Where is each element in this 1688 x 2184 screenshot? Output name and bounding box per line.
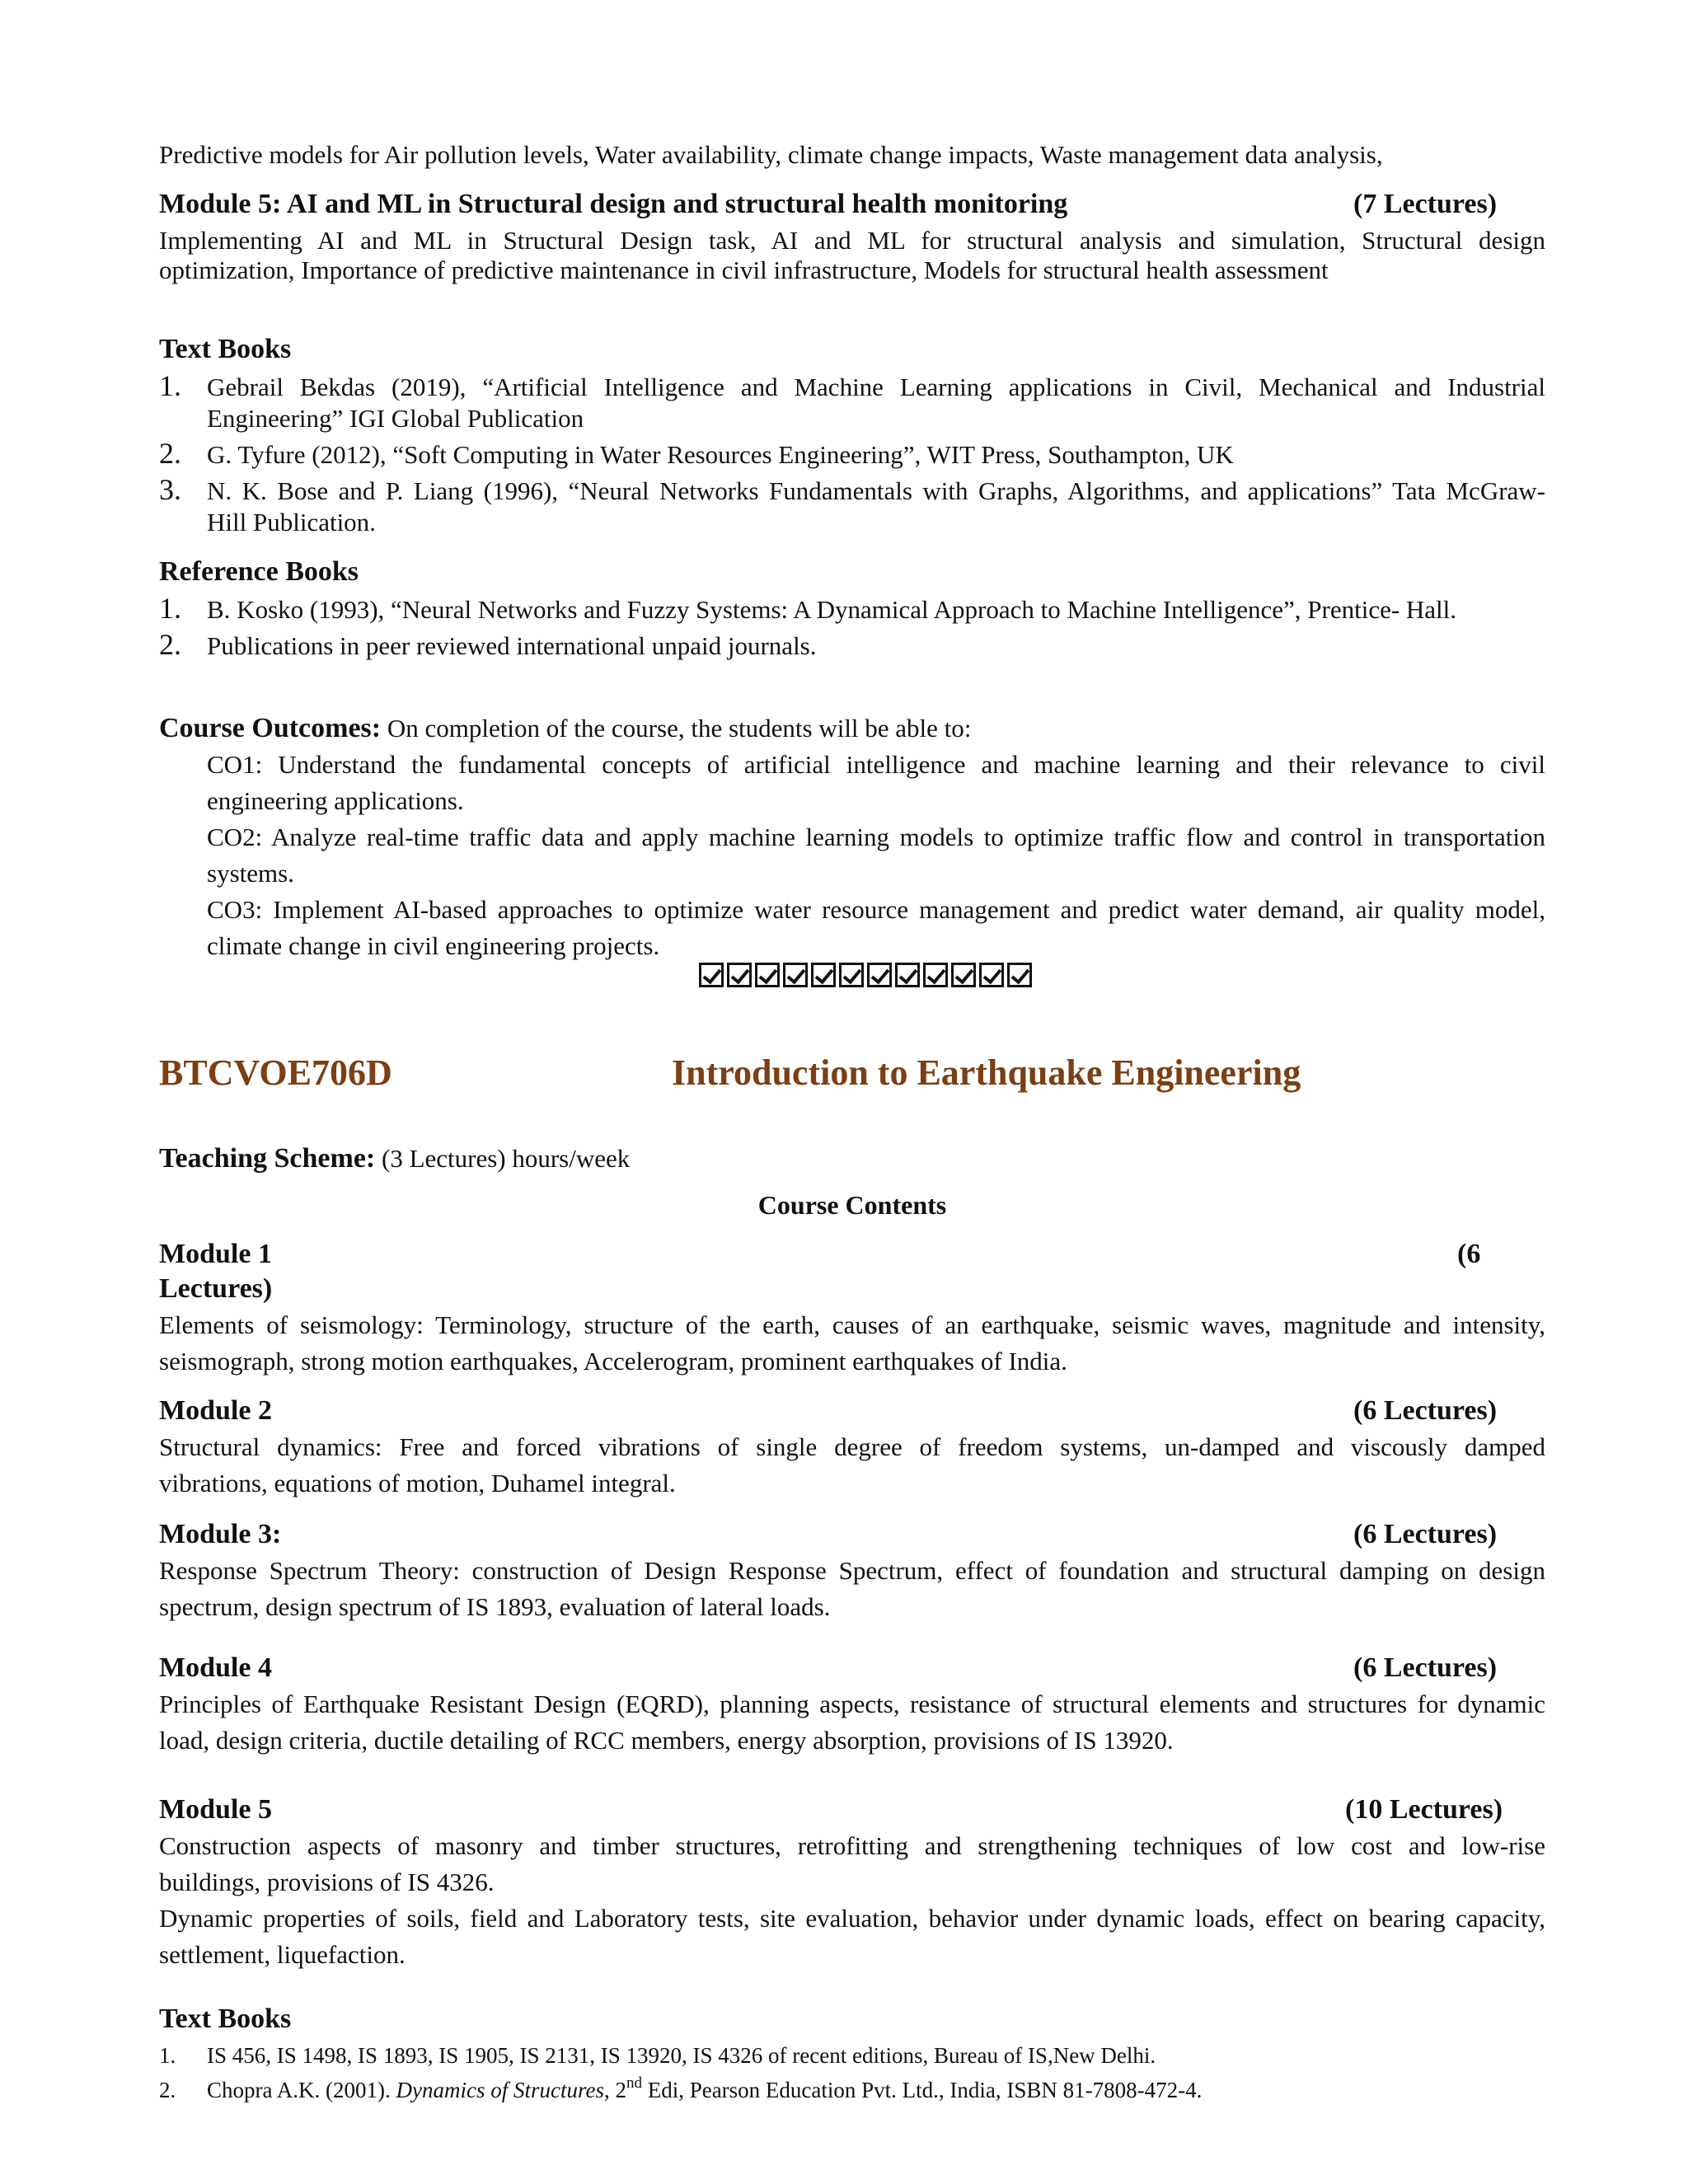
text-book-2-2-sup: nd: [626, 2074, 642, 2092]
checkbox-icon: [755, 963, 780, 987]
text-book-2-number: 2.: [159, 437, 181, 470]
checkbox-icon: [727, 963, 752, 987]
text-book-1-number: 1.: [159, 369, 181, 402]
module-1-lectures-part-1: (6: [1457, 1239, 1481, 1269]
module-3-line-1: Response Spectrum Theory: construction of Design Response Spectrum, effect of foundation and structural damping on design: [159, 1556, 1545, 1585]
module-4-line-2: load, design criteria, ductile detailing of RCC members, energy absorption, provisions of IS 13920.: [159, 1726, 1174, 1755]
text-book-2-2-text: [207, 2072, 1545, 2108]
text-book-2-2-title: Dynamics of Structures: [396, 2078, 604, 2102]
reference-books-heading: Reference Books: [159, 556, 359, 587]
module-5-line-1: Construction aspects of masonry and timber structures, retrofitting and strengthening techniques of low cost and low-rise: [159, 1831, 1545, 1860]
checkbox-icon: [839, 963, 864, 987]
text-books-2-heading: Text Books: [159, 2004, 292, 2034]
text-book-3-number: 3.: [159, 473, 181, 506]
co3-line-1: CO3: Implement AI-based approaches to optimize water resource management and predict water demand, air quality model,: [207, 895, 1545, 924]
checkbox-icon: [699, 963, 724, 987]
checkbox-icon: [1007, 963, 1032, 987]
text-book-2-line-1: G. Tyfure (2012), “Soft Computing in Water Resources Engineering”, WIT Press, Southampton, UK: [207, 440, 1234, 469]
module5-ai-title: Module 5: AI and ML in Structural design and structural health monitoring: [159, 189, 1068, 219]
module-5-lectures: (10 Lectures): [1345, 1794, 1503, 1825]
reference-book-1-number: 1.: [159, 592, 181, 625]
module-2-line-1: Structural dynamics: Free and forced vibrations of single degree of freedom systems, un-damped and viscously damped: [159, 1432, 1545, 1461]
teaching-scheme: [159, 1141, 1545, 1177]
checkbox-icon: [923, 963, 948, 987]
text-book-2-1-text: IS 456, IS 1498, IS 1893, IS 1905, IS 2131, IS 13920, IS 4326 of recent editions, Bureau of IS,New Delhi.: [207, 2043, 1156, 2068]
text-book-2-2-mid: , 2: [603, 2078, 626, 2102]
module5-ai-lectures: (7 Lectures): [1353, 189, 1498, 219]
module5-ai-line-2: optimization, Importance of predictive maintenance in civil infrastructure, Models for structural health assessment: [159, 255, 1329, 284]
text-book-1-line-1: Gebrail Bekdas (2019), “Artificial Intelligence and Machine Learning applications in Civil, Mechanical and Industrial: [207, 373, 1545, 401]
reference-book-2-text: Publications in peer reviewed international unpaid journals.: [207, 631, 817, 660]
co2-line-1: CO2: Analyze real-time traffic data and apply machine learning models to optimize traffic flow and control in transportation: [207, 823, 1545, 851]
course-contents-heading: Course Contents: [757, 1190, 947, 1220]
module-5-title: Module 5: [159, 1794, 272, 1825]
module-2-title: Module 2: [159, 1395, 272, 1426]
checkbox-icon: [867, 963, 892, 987]
course-title: Introduction to Earthquake Engineering: [672, 1052, 1301, 1093]
text-book-2-2-number: 2.: [159, 2078, 176, 2102]
checkbox-separator: [699, 963, 1032, 987]
text-book-1-line-2: Engineering” IGI Global Publication: [207, 404, 584, 433]
checkbox-icon: [951, 963, 976, 987]
module-1-lectures-part-2: Lectures): [159, 1273, 273, 1304]
text-book-2-2-post: Edi, Pearson Education Pvt. Ltd., India, ISBN 81-7808-472-4.: [641, 2078, 1203, 2102]
co1-line-1: CO1: Understand the fundamental concepts of artificial intelligence and machine learning and their relevance to civil: [207, 750, 1545, 779]
reference-book-1-text: B. Kosko (1993), “Neural Networks and Fuzzy Systems: A Dynamical Approach to Machine Intelligence”, Prentice- Hall.: [207, 595, 1457, 624]
module5-ai-line-1: Implementing AI and ML in Structural Design task, AI and ML for structural analysis and simulation, Structural design: [159, 226, 1545, 255]
module-1-line-2: seismograph, strong motion earthquakes, Accelerogram, prominent earthquakes of India.: [159, 1347, 1067, 1376]
course-outcomes-intro-text: On completion of the course, the students will be able to:: [381, 714, 972, 743]
module-4-lectures: (6 Lectures): [1353, 1652, 1498, 1683]
co1-line-2: engineering applications.: [207, 786, 464, 815]
co2-line-2: systems.: [207, 859, 294, 888]
co3-line-2: climate change in civil engineering projects.: [207, 931, 660, 960]
text-book-2-1-number: 1.: [159, 2043, 176, 2068]
reference-book-2-number: 2.: [159, 628, 181, 661]
text-book-3-line-2: Hill Publication.: [207, 508, 376, 537]
module-5-line-4: settlement, liquefaction.: [159, 1940, 406, 1969]
intro-line: Predictive models for Air pollution levels, Water availability, climate change impacts, Waste management data analysis,: [159, 140, 1383, 169]
checkbox-icon: [783, 963, 808, 987]
teaching-scheme-value: (3 Lectures) hours/week: [375, 1144, 631, 1173]
course-outcomes-label: Course Outcomes:: [159, 713, 382, 743]
module-1-line-1: Elements of seismology: Terminology, structure of the earth, causes of an earthquake, seismic waves, magnitude and intensity,: [159, 1310, 1545, 1339]
module-2-line-2: vibrations, equations of motion, Duhamel integral.: [159, 1469, 676, 1497]
text-books-heading: Text Books: [159, 334, 292, 364]
checkbox-icon: [811, 963, 836, 987]
module-3-lectures: (6 Lectures): [1353, 1519, 1498, 1549]
text-book-2-2-pre: Chopra A.K. (2001).: [207, 2078, 396, 2102]
module-3-line-2: spectrum, design spectrum of IS 1893, evaluation of lateral loads.: [159, 1592, 831, 1621]
module-5-line-2: buildings, provisions of IS 4326.: [159, 1868, 495, 1896]
module-5-line-3: Dynamic properties of soils, field and Laboratory tests, site evaluation, behavior under dynamic loads, effect on bearing capacity,: [159, 1904, 1545, 1933]
checkbox-icon: [979, 963, 1004, 987]
checkbox-icon: [895, 963, 920, 987]
course-code: BTCVOE706D: [159, 1052, 392, 1093]
module-1-title: Module 1: [159, 1239, 272, 1269]
teaching-scheme-label: Teaching Scheme:: [159, 1143, 376, 1174]
course-outcomes-intro: [159, 710, 1545, 747]
module-3-title: Module 3:: [159, 1519, 282, 1549]
module-2-lectures: (6 Lectures): [1353, 1395, 1498, 1426]
text-book-3-line-1: N. K. Bose and P. Liang (1996), “Neural Networks Fundamentals with Graphs, Algorithms, and applications” Tata McGraw-: [207, 476, 1545, 505]
module-4-title: Module 4: [159, 1652, 272, 1683]
module-4-line-1: Principles of Earthquake Resistant Design (EQRD), planning aspects, resistance of structural elements and structures for dynamic: [159, 1690, 1545, 1718]
